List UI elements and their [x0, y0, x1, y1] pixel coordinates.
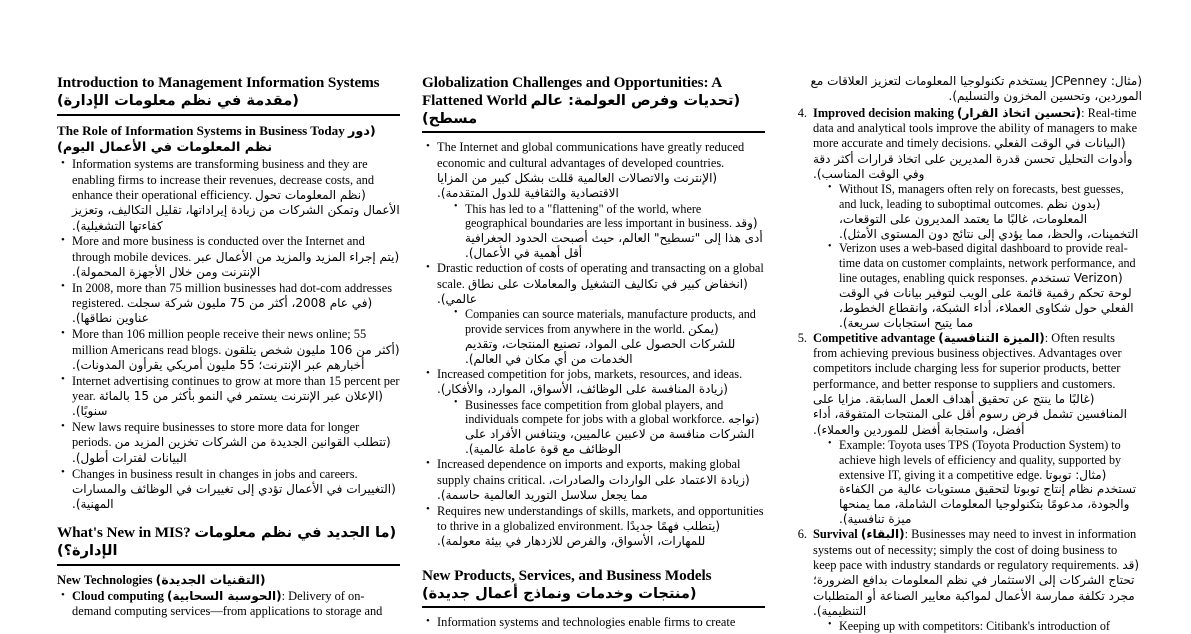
bullet-text-en: Information systems and technologies enable firms to create	[437, 615, 736, 630]
item-text-en: : Often results from achieving previous business objectives. Advantages over competitors include charging less for superior products, better performance, and better response to suppliers and customers.	[813, 330, 1122, 391]
page-title	[57, 74, 400, 110]
bullet-text-ar: (أكثر من 106 مليون شخص يتلقون أخبارهم عبر الإنترنت؛ 55 مليون أمريكي يقرأون المدونات).	[72, 342, 400, 372]
subsection-heading-en: New Technologies	[57, 573, 156, 587]
column-3	[787, 74, 1142, 634]
bullet-text-en: More than 106 million people receive their news online; 55 million Americans read blogs.	[72, 327, 367, 357]
bullet-text-ar: (التغييرات في الأعمال تؤدي إلى تغييرات في الوظائف والمسارات المهنية).	[72, 481, 396, 512]
section-heading-en: Globalization Challenges and Opportunities: A Flattened World	[422, 74, 722, 109]
sub-bullet-text-ar: (تواجه الشركات منافسة من لاعبين عالميين، ويتنافس الأفراد على الوظائف مع قوة عاملة عالمية).	[465, 412, 760, 457]
section-rule	[422, 131, 765, 133]
bullet-text-en: Increased competition for jobs, markets, resources, and ideas.	[437, 367, 743, 382]
sub-bullet-text-en: Companies can source materials, manufacture products, and provide services from anywhere in the world.	[465, 307, 756, 337]
sub-bullet-text-en: This has led to a "flattening" of the world, where geographical boundaries are less important in business.	[465, 201, 736, 231]
bullet-text-en: Increased dependence on imports and exports, making global supply chains critical.	[437, 457, 741, 487]
section-heading-ar: (دور نظم المعلومات في الأعمال اليوم)	[57, 123, 376, 155]
section-rule	[57, 564, 400, 566]
item-label-ar: (الميزة التنافسية)	[938, 330, 1045, 345]
list-item	[57, 234, 400, 280]
bullet-label-ar: (الحوسبة السحابية)	[167, 589, 282, 604]
list-item	[825, 182, 1142, 241]
item-text-ar: (غالبًا ما ينتج عن تحقيق أهداف العمل السابقة. مزايا على المنافسين تشمل فرض رسوم أقل على المنتجات المتفوقة، أداء أفضل، واستجابة أفضل للموردين والعملاء).	[813, 392, 1128, 437]
list-item	[57, 589, 400, 620]
column-2	[422, 74, 765, 630]
bullet-text-ar: (تتطلب القوانين الجديدة من الشركات تخزين المزيد من البيانات لفترات أطول).	[72, 435, 391, 465]
sub-bullet-list	[825, 182, 1142, 330]
bullet-text-ar: (يتطلب فهمًا جديدًا للمهارات، الأسواق، والفرص للازدهار في بيئة معولمة).	[437, 519, 721, 549]
list-item	[57, 327, 400, 373]
bullet-list-role-of-is	[57, 157, 400, 512]
list-number: 4.	[797, 105, 807, 120]
bullet-text-en: The Internet and global communications have greatly reduced economic and cultural advantages of developed countries.	[437, 140, 745, 170]
list-item	[422, 457, 765, 503]
list-item	[57, 467, 400, 513]
list-item	[422, 140, 765, 261]
sub-bullet-text-en: Example: Toyota uses TPS (Toyota Production System) to achieve high levels of efficiency and quality, supported by extensive IT, giving it a competitive edge.	[839, 438, 1122, 482]
list-item	[422, 261, 765, 366]
bullet-list-new-technologies	[57, 589, 400, 620]
item-text-ar: (البيانات في الوقت الفعلي وأدوات التحليل تحسن قدرة المديرين على اتخاذ قرارات أكثر دقة وفي الوقت المناسب).	[813, 136, 1133, 181]
bullet-text-ar: (زيادة الاعتماد على الواردات والصادرات، مما يجعل سلاسل التوريد العالمية حاسمة).	[437, 472, 750, 503]
page-title-ar: (مقدمة في نظم معلومات الإدارة)	[57, 91, 299, 109]
sub-bullet-text-ar: (Verizon تستخدم لوحة تحكم رقمية قائمة على الويب لتوفير بيانات في الوقت الفعلي حول شكاوى العملاء، أداء الشبكة، وانقطاع الخطوط، مما يتيح استجابات سريعة).	[839, 271, 1134, 330]
item-label-en: Survival	[813, 527, 861, 542]
sub-bullet-list	[451, 307, 765, 366]
sub-bullet-list	[825, 619, 1142, 634]
section-heading-en: What's New in MIS?	[57, 524, 195, 542]
list-item	[825, 619, 1142, 634]
bullet-text-ar: (زيادة المنافسة على الوظائف، الأسواق، الموارد، والأفكار).	[437, 382, 728, 397]
item-label-ar: (تحسين اتخاذ القرار)	[957, 105, 1082, 120]
list-item	[57, 374, 400, 420]
numbered-list-business-objectives	[787, 106, 1142, 634]
list-item	[451, 398, 765, 457]
sub-bullet-text-ar: (يمكن للشركات الحصول على المواد، تصنيع المنتجات، وتقديم الخدمات من أي مكان في العالم).	[465, 322, 736, 366]
bullet-text-ar: (نظم المعلومات تحول الأعمال وتمكن الشركات من زيادة إيراداتها، تقليل التكاليف، وتعزيز كفاءتها التشغيلية).	[72, 187, 400, 233]
bullet-text-en: Information systems are transforming business and they are enabling firms to increase their revenues, decrease costs, and enhance their operational efficiency.	[72, 157, 375, 202]
item-text-en: : Businesses may need to invest in information systems out of necessity; simply the cost of doing business to keep pace with industry standards or regulatory requirements.	[813, 527, 1137, 572]
bullet-text-en: In 2008, more than 75 million businesses had dot-com addresses registered.	[72, 280, 393, 311]
sub-bullet-text-ar: (مثال: توبوتا تستخدم نظام إنتاج توبوتا لتحقيق مستويات عالية من الكفاءة والجودة، مدعومًا بتكنولوجيا المعلومات الشاملة، مما يمنحها ميزة تنافسية).	[839, 467, 1137, 527]
list-number: 6.	[797, 527, 807, 542]
bullet-text-ar: (انخفاض كبير في تكاليف التشغيل والمعاملات على نطاق عالمي).	[437, 276, 748, 306]
section-heading-whats-new	[57, 524, 400, 560]
sub-bullet-list	[451, 398, 765, 457]
sub-bullet-list	[451, 202, 765, 261]
list-item	[422, 615, 765, 630]
section-heading-en: The Role of Information Systems in Business Today	[57, 122, 349, 138]
list-item	[422, 367, 765, 457]
bullet-text-ar: (الإنترنت والاتصالات العالمية قللت بشكل كبير من المزايا الاقتصادية والثقافية للدول المتقدمة).	[437, 170, 718, 201]
list-item	[451, 307, 765, 366]
bullet-text-en: : Delivery of on-demand computing services—from applications to storage and	[72, 589, 383, 619]
bullet-text-en: Internet advertising continues to grow at more than 15 percent per year.	[72, 373, 400, 403]
section-heading-ar: (ما الجديد في نظم معلومات الإدارة؟)	[57, 524, 397, 560]
item-text-ar: (قد تحتاج الشركات إلى الاستثمار في نظم المعلومات بدافع الضرورة؛ مجرد تكلفة ممارسة الأعمال لمواكبة معايير الصناعة أو المتطلبات التنظيمية).	[813, 558, 1140, 618]
item-label-en: Improved decision making	[813, 105, 958, 120]
list-item	[57, 420, 400, 466]
item-label-en: Competitive advantage	[813, 330, 939, 345]
column-1	[57, 74, 400, 626]
list-number: 5.	[797, 330, 807, 345]
sub-bullet-text-en: Without IS, managers often rely on forecasts, best guesses, and luck, leading to suboptimal outcomes.	[839, 182, 1124, 211]
section-heading-role-of-is	[57, 123, 400, 156]
list-item	[422, 504, 765, 550]
section-heading-ar: (منتجات وخدمات ونماذج أعمال جديدة)	[422, 584, 697, 602]
item-label-ar: (البقاء)	[860, 527, 905, 542]
bullet-text-ar: (في عام 2008، أكثر من 75 مليون شركة سجلت عناوين نطاقها).	[72, 296, 373, 326]
section-rule	[422, 606, 765, 608]
page-title-en: Introduction to Management Information Systems	[57, 74, 380, 91]
section-heading-globalization	[422, 74, 765, 127]
list-item	[57, 281, 400, 327]
section-heading-en: New Products, Services, and Business Models	[422, 566, 712, 584]
sub-bullet-list	[825, 438, 1142, 527]
list-item	[451, 202, 765, 261]
bullet-label-en: Cloud computing	[72, 589, 168, 604]
bullet-text-en: More and more business is conducted over the Internet and through mobile devices.	[72, 234, 365, 264]
continued-paragraph-ar: (مثال: JCPenney يستخدم تكنولوجيا المعلومات لتعزيز العلاقات مع الموردين، وتحسين المخزون والتسليم).	[810, 74, 1142, 104]
bullet-text-ar: (الإعلان عبر الإنترنت يستمر في النمو بأكثر من 15 بالمائة سنويًا).	[72, 388, 383, 419]
sub-bullet-text-en: Verizon uses a web-based digital dashboard to provide real-time data on customer complaints, network performance, and line outages, enabling quick responses.	[839, 241, 1136, 286]
bullet-text-en: Changes in business result in changes in jobs and careers.	[72, 466, 358, 481]
subsection-heading-ar: (التقنيات الجديدة)	[155, 572, 266, 587]
subsection-heading-new-technologies	[57, 573, 400, 588]
title-rule	[57, 114, 400, 116]
section-heading-new-products	[422, 567, 765, 603]
list-item	[787, 527, 1142, 634]
item-text-en: : Real-time data and analytical tools improve the ability of managers to make more accurate and timely decisions.	[813, 105, 1138, 151]
sub-bullet-text-ar: (بدون نظم المعلومات، غالبًا ما يعتمد المديرون على التوقعات، التخمينات، والحظ، مما يؤدي إلى نتائج دون المستوى الأمثل).	[839, 197, 1139, 241]
section-heading-ar: (تحديات وفرص العولمة: عالم مسطح)	[422, 91, 741, 127]
continued-paragraph	[787, 74, 1142, 105]
bullet-list-globalization	[422, 140, 765, 549]
bullet-text-en: Requires new understandings of skills, markets, and opportunities to thrive in a globalized environment.	[437, 503, 764, 534]
list-item	[787, 106, 1142, 331]
sub-bullet-text-en: Keeping up with competitors: Citibank's introduction of	[839, 619, 1110, 634]
bullet-text-en: Drastic reduction of costs of operating and transacting on a global scale.	[437, 261, 764, 291]
list-item	[787, 331, 1142, 527]
sub-bullet-text-en: Businesses face competition from global players, and individuals compete for jobs with a global workforce.	[465, 397, 728, 427]
bullet-text-en: New laws require businesses to store more data for longer periods.	[72, 420, 360, 450]
bullet-text-ar: (يتم إجراء المزيد والمزيد من الأعمال عبر الإنترنت ومن خلال الأجهزة المحمولة).	[72, 249, 400, 279]
list-item	[825, 241, 1142, 330]
bullet-list-new-products	[422, 615, 765, 630]
list-item	[57, 157, 400, 234]
list-item	[825, 438, 1142, 527]
sub-bullet-text-ar: (وقد أدى هذا إلى "تسطيح" العالم، حيث أصبحت الحدود الجغرافية أقل أهمية في الأعمال).	[465, 216, 763, 261]
